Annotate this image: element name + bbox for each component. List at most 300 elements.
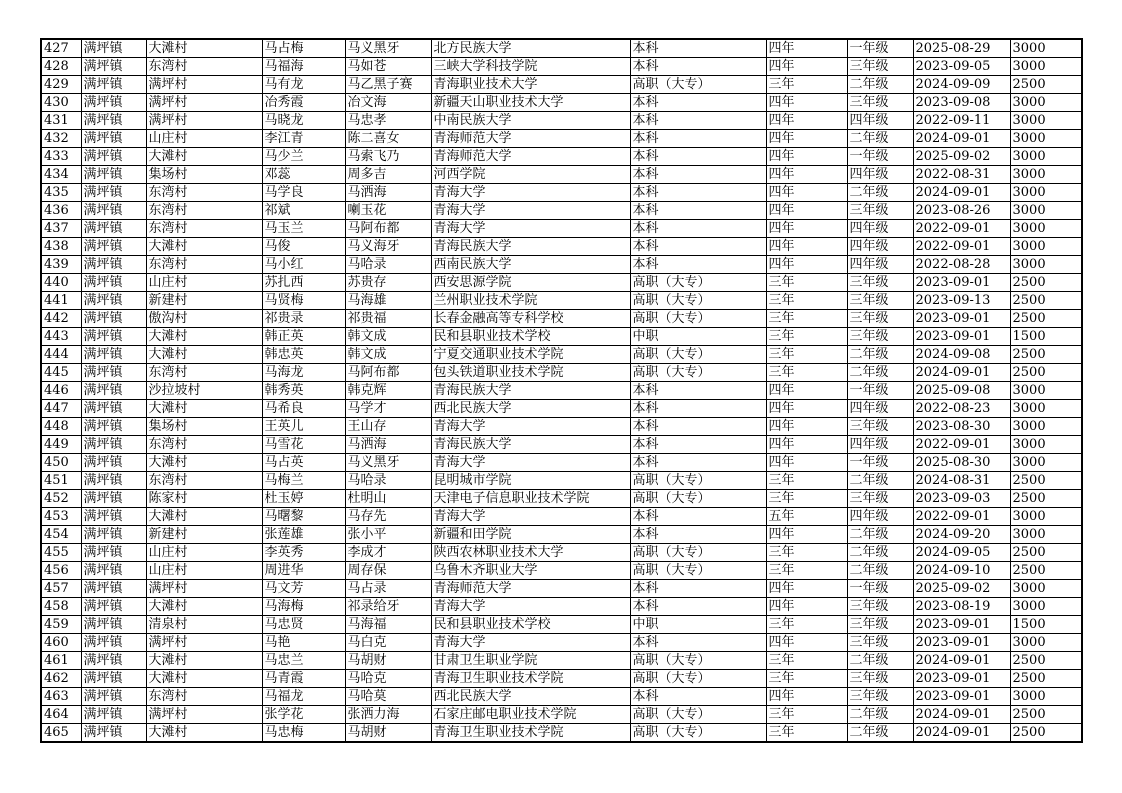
cell-grade-level: 二年级 — [847, 364, 913, 382]
cell-program-length: 四年 — [766, 382, 847, 400]
cell-enrollment-date: 2025-09-02 — [913, 580, 1010, 598]
cell-program-length: 四年 — [766, 148, 847, 166]
cell-township: 满坪镇 — [81, 562, 146, 580]
cell-enrollment-date: 2023-09-01 — [913, 670, 1010, 688]
cell-township: 满坪镇 — [81, 292, 146, 310]
cell-township: 满坪镇 — [81, 490, 146, 508]
cell-grade-level: 二年级 — [847, 706, 913, 724]
cell-education-level: 本科 — [630, 94, 766, 112]
cell-aid-amount: 2500 — [1010, 490, 1082, 508]
cell-grade-level: 四年级 — [847, 436, 913, 454]
cell-village: 大滩村 — [146, 346, 262, 364]
cell-enrollment-date: 2023-09-01 — [913, 274, 1010, 292]
cell-student-name: 马忠梅 — [262, 724, 345, 743]
cell-program-length: 四年 — [766, 112, 847, 130]
cell-township: 满坪镇 — [81, 454, 146, 472]
cell-student-name: 马雪花 — [262, 436, 345, 454]
cell-aid-amount: 2500 — [1010, 292, 1082, 310]
cell-row-index: 436 — [41, 202, 81, 220]
table-row — [41, 400, 1082, 418]
cell-township: 满坪镇 — [81, 670, 146, 688]
table-row — [41, 364, 1082, 382]
cell-education-level: 高职（大专） — [630, 562, 766, 580]
cell-aid-amount: 2500 — [1010, 364, 1082, 382]
cell-enrollment-date: 2025-08-29 — [913, 39, 1010, 58]
cell-row-index: 437 — [41, 220, 81, 238]
cell-enrollment-date: 2024-09-01 — [913, 130, 1010, 148]
cell-township: 满坪镇 — [81, 94, 146, 112]
cell-program-length: 四年 — [766, 130, 847, 148]
cell-school-name: 青海大学 — [431, 454, 630, 472]
cell-aid-amount: 2500 — [1010, 724, 1082, 743]
cell-enrollment-date: 2023-09-13 — [913, 292, 1010, 310]
cell-school-name: 青海卫生职业技术学院 — [431, 670, 630, 688]
cell-grade-level: 二年级 — [847, 562, 913, 580]
cell-student-name: 王英儿 — [262, 418, 345, 436]
cell-student-name: 马曙黎 — [262, 508, 345, 526]
cell-guardian-name: 马哈录 — [345, 256, 431, 274]
cell-program-length: 四年 — [766, 256, 847, 274]
cell-township: 满坪镇 — [81, 130, 146, 148]
cell-township: 满坪镇 — [81, 220, 146, 238]
cell-village: 大滩村 — [146, 670, 262, 688]
cell-township: 满坪镇 — [81, 706, 146, 724]
cell-enrollment-date: 2023-09-03 — [913, 490, 1010, 508]
cell-guardian-name: 张小平 — [345, 526, 431, 544]
table-row — [41, 436, 1082, 454]
cell-enrollment-date: 2022-09-01 — [913, 436, 1010, 454]
cell-village: 大滩村 — [146, 598, 262, 616]
cell-grade-level: 三年级 — [847, 310, 913, 328]
cell-village: 新建村 — [146, 526, 262, 544]
cell-aid-amount: 3000 — [1010, 688, 1082, 706]
cell-school-name: 新疆和田学院 — [431, 526, 630, 544]
cell-guardian-name: 韩文成 — [345, 346, 431, 364]
cell-enrollment-date: 2024-09-01 — [913, 184, 1010, 202]
cell-student-name: 冶秀霞 — [262, 94, 345, 112]
table-row — [41, 508, 1082, 526]
table-row — [41, 112, 1082, 130]
cell-township: 满坪镇 — [81, 526, 146, 544]
cell-township: 满坪镇 — [81, 634, 146, 652]
cell-school-name: 西北民族大学 — [431, 688, 630, 706]
cell-guardian-name: 祁录给牙 — [345, 598, 431, 616]
cell-education-level: 本科 — [630, 202, 766, 220]
cell-row-index: 448 — [41, 418, 81, 436]
cell-township: 满坪镇 — [81, 184, 146, 202]
cell-aid-amount: 2500 — [1010, 310, 1082, 328]
cell-school-name: 青海师范大学 — [431, 130, 630, 148]
cell-program-length: 三年 — [766, 544, 847, 562]
cell-village: 清泉村 — [146, 616, 262, 634]
cell-school-name: 青海民族大学 — [431, 382, 630, 400]
cell-program-length: 三年 — [766, 652, 847, 670]
cell-township: 满坪镇 — [81, 148, 146, 166]
cell-student-name: 马晓龙 — [262, 112, 345, 130]
table-row — [41, 39, 1082, 58]
cell-student-name: 张莲雄 — [262, 526, 345, 544]
cell-aid-amount: 2500 — [1010, 472, 1082, 490]
table-row — [41, 706, 1082, 724]
cell-student-name: 马俊 — [262, 238, 345, 256]
cell-program-length: 三年 — [766, 490, 847, 508]
cell-school-name: 西北民族大学 — [431, 400, 630, 418]
cell-school-name: 石家庄邮电职业技术学院 — [431, 706, 630, 724]
cell-student-name: 祁贵录 — [262, 310, 345, 328]
cell-education-level: 中职 — [630, 616, 766, 634]
cell-program-length: 四年 — [766, 598, 847, 616]
cell-aid-amount: 3000 — [1010, 94, 1082, 112]
cell-township: 满坪镇 — [81, 382, 146, 400]
cell-grade-level: 二年级 — [847, 346, 913, 364]
cell-guardian-name: 杜明山 — [345, 490, 431, 508]
cell-guardian-name: 马哈莫 — [345, 688, 431, 706]
cell-program-length: 三年 — [766, 292, 847, 310]
cell-school-name: 乌鲁木齐职业大学 — [431, 562, 630, 580]
cell-row-index: 463 — [41, 688, 81, 706]
cell-student-name: 马贤梅 — [262, 292, 345, 310]
cell-aid-amount: 3000 — [1010, 454, 1082, 472]
cell-village: 大滩村 — [146, 238, 262, 256]
cell-enrollment-date: 2022-09-01 — [913, 508, 1010, 526]
cell-school-name: 青海职业技术大学 — [431, 76, 630, 94]
cell-township: 满坪镇 — [81, 598, 146, 616]
cell-school-name: 北方民族大学 — [431, 39, 630, 58]
cell-aid-amount: 2500 — [1010, 562, 1082, 580]
cell-program-length: 三年 — [766, 562, 847, 580]
cell-student-name: 马学良 — [262, 184, 345, 202]
cell-enrollment-date: 2024-09-05 — [913, 544, 1010, 562]
cell-enrollment-date: 2022-08-23 — [913, 400, 1010, 418]
cell-village: 集场村 — [146, 166, 262, 184]
cell-grade-level: 三年级 — [847, 490, 913, 508]
cell-township: 满坪镇 — [81, 346, 146, 364]
cell-grade-level: 二年级 — [847, 130, 913, 148]
cell-row-index: 438 — [41, 238, 81, 256]
cell-education-level: 本科 — [630, 688, 766, 706]
cell-student-name: 马忠贤 — [262, 616, 345, 634]
cell-aid-amount: 3000 — [1010, 382, 1082, 400]
cell-school-name: 青海民族大学 — [431, 238, 630, 256]
cell-education-level: 高职（大专） — [630, 292, 766, 310]
cell-program-length: 四年 — [766, 688, 847, 706]
table-row — [41, 724, 1082, 743]
cell-aid-amount: 2500 — [1010, 346, 1082, 364]
table-row — [41, 616, 1082, 634]
cell-village: 山庄村 — [146, 130, 262, 148]
cell-grade-level: 一年级 — [847, 39, 913, 58]
cell-school-name: 民和县职业技术学校 — [431, 616, 630, 634]
cell-program-length: 四年 — [766, 454, 847, 472]
cell-student-name: 马福海 — [262, 58, 345, 76]
cell-enrollment-date: 2023-08-19 — [913, 598, 1010, 616]
cell-aid-amount: 3000 — [1010, 526, 1082, 544]
cell-grade-level: 三年级 — [847, 94, 913, 112]
cell-program-length: 四年 — [766, 418, 847, 436]
cell-guardian-name: 马如苍 — [345, 58, 431, 76]
table-body — [41, 39, 1082, 742]
cell-village: 山庄村 — [146, 562, 262, 580]
cell-education-level: 高职（大专） — [630, 490, 766, 508]
table-row — [41, 688, 1082, 706]
cell-student-name: 马有龙 — [262, 76, 345, 94]
cell-guardian-name: 马哈录 — [345, 472, 431, 490]
cell-guardian-name: 马海福 — [345, 616, 431, 634]
cell-enrollment-date: 2022-09-11 — [913, 112, 1010, 130]
cell-guardian-name: 马胡财 — [345, 652, 431, 670]
cell-education-level: 本科 — [630, 148, 766, 166]
cell-guardian-name: 马阿布都 — [345, 220, 431, 238]
cell-school-name: 青海大学 — [431, 508, 630, 526]
cell-village: 东湾村 — [146, 688, 262, 706]
cell-aid-amount: 3000 — [1010, 148, 1082, 166]
cell-program-length: 三年 — [766, 328, 847, 346]
cell-township: 满坪镇 — [81, 274, 146, 292]
cell-enrollment-date: 2023-08-30 — [913, 418, 1010, 436]
cell-township: 满坪镇 — [81, 436, 146, 454]
cell-program-length: 四年 — [766, 94, 847, 112]
cell-village: 东湾村 — [146, 202, 262, 220]
table-row — [41, 652, 1082, 670]
cell-township: 满坪镇 — [81, 616, 146, 634]
cell-school-name: 青海大学 — [431, 202, 630, 220]
cell-education-level: 本科 — [630, 58, 766, 76]
cell-education-level: 高职（大专） — [630, 544, 766, 562]
cell-aid-amount: 3000 — [1010, 112, 1082, 130]
cell-school-name: 三峡大学科技学院 — [431, 58, 630, 76]
cell-grade-level: 四年级 — [847, 256, 913, 274]
table-row — [41, 166, 1082, 184]
cell-grade-level: 三年级 — [847, 634, 913, 652]
cell-student-name: 韩忠英 — [262, 346, 345, 364]
cell-guardian-name: 李成才 — [345, 544, 431, 562]
cell-student-name: 杜玉婷 — [262, 490, 345, 508]
cell-education-level: 本科 — [630, 508, 766, 526]
cell-program-length: 三年 — [766, 724, 847, 743]
cell-school-name: 青海大学 — [431, 418, 630, 436]
cell-school-name: 河西学院 — [431, 166, 630, 184]
cell-guardian-name: 马乙黑子赛 — [345, 76, 431, 94]
cell-grade-level: 一年级 — [847, 148, 913, 166]
cell-grade-level: 四年级 — [847, 238, 913, 256]
cell-township: 满坪镇 — [81, 39, 146, 58]
cell-program-length: 三年 — [766, 364, 847, 382]
cell-education-level: 高职（大专） — [630, 274, 766, 292]
cell-village: 大滩村 — [146, 454, 262, 472]
cell-guardian-name: 祁贵福 — [345, 310, 431, 328]
cell-program-length: 四年 — [766, 39, 847, 58]
cell-aid-amount: 3000 — [1010, 130, 1082, 148]
cell-guardian-name: 马胡财 — [345, 724, 431, 743]
cell-school-name: 中南民族大学 — [431, 112, 630, 130]
cell-guardian-name: 马义黑牙 — [345, 39, 431, 58]
cell-township: 满坪镇 — [81, 508, 146, 526]
cell-grade-level: 二年级 — [847, 472, 913, 490]
cell-program-length: 三年 — [766, 274, 847, 292]
cell-row-index: 433 — [41, 148, 81, 166]
cell-aid-amount: 3000 — [1010, 238, 1082, 256]
table-row — [41, 580, 1082, 598]
cell-student-name: 马小红 — [262, 256, 345, 274]
cell-aid-amount: 3000 — [1010, 58, 1082, 76]
cell-school-name: 宁夏交通职业技术学院 — [431, 346, 630, 364]
cell-enrollment-date: 2024-09-20 — [913, 526, 1010, 544]
table-row — [41, 94, 1082, 112]
cell-enrollment-date: 2023-09-01 — [913, 310, 1010, 328]
cell-guardian-name: 马索飞乃 — [345, 148, 431, 166]
cell-row-index: 429 — [41, 76, 81, 94]
cell-village: 山庄村 — [146, 274, 262, 292]
cell-row-index: 439 — [41, 256, 81, 274]
cell-guardian-name: 马阿布都 — [345, 364, 431, 382]
cell-education-level: 本科 — [630, 634, 766, 652]
cell-row-index: 461 — [41, 652, 81, 670]
cell-township: 满坪镇 — [81, 310, 146, 328]
cell-township: 满坪镇 — [81, 472, 146, 490]
cell-row-index: 431 — [41, 112, 81, 130]
cell-enrollment-date: 2024-09-01 — [913, 706, 1010, 724]
cell-program-length: 四年 — [766, 166, 847, 184]
cell-village: 新建村 — [146, 292, 262, 310]
cell-village: 满坪村 — [146, 112, 262, 130]
cell-enrollment-date: 2023-09-08 — [913, 94, 1010, 112]
cell-grade-level: 二年级 — [847, 526, 913, 544]
cell-row-index: 460 — [41, 634, 81, 652]
cell-aid-amount: 3000 — [1010, 400, 1082, 418]
cell-education-level: 本科 — [630, 130, 766, 148]
cell-row-index: 464 — [41, 706, 81, 724]
cell-school-name: 兰州职业技术学院 — [431, 292, 630, 310]
cell-village: 东湾村 — [146, 58, 262, 76]
table-row — [41, 472, 1082, 490]
cell-village: 满坪村 — [146, 580, 262, 598]
cell-school-name: 青海大学 — [431, 220, 630, 238]
cell-school-name: 昆明城市学院 — [431, 472, 630, 490]
cell-education-level: 高职（大专） — [630, 652, 766, 670]
table-row — [41, 328, 1082, 346]
cell-program-length: 四年 — [766, 58, 847, 76]
cell-township: 满坪镇 — [81, 112, 146, 130]
cell-row-index: 430 — [41, 94, 81, 112]
cell-program-length: 四年 — [766, 436, 847, 454]
cell-school-name: 民和县职业技术学校 — [431, 328, 630, 346]
cell-aid-amount: 2500 — [1010, 706, 1082, 724]
cell-grade-level: 四年级 — [847, 166, 913, 184]
table-row — [41, 238, 1082, 256]
cell-village: 满坪村 — [146, 76, 262, 94]
cell-township: 满坪镇 — [81, 202, 146, 220]
cell-aid-amount: 2500 — [1010, 76, 1082, 94]
cell-grade-level: 三年级 — [847, 274, 913, 292]
cell-program-length: 三年 — [766, 706, 847, 724]
cell-guardian-name: 冶文海 — [345, 94, 431, 112]
table-row — [41, 526, 1082, 544]
cell-row-index: 462 — [41, 670, 81, 688]
cell-row-index: 452 — [41, 490, 81, 508]
cell-guardian-name: 王山存 — [345, 418, 431, 436]
cell-enrollment-date: 2024-09-01 — [913, 364, 1010, 382]
cell-education-level: 本科 — [630, 418, 766, 436]
cell-student-name: 邓蕊 — [262, 166, 345, 184]
cell-program-length: 三年 — [766, 616, 847, 634]
cell-enrollment-date: 2023-09-01 — [913, 616, 1010, 634]
cell-school-name: 长春金融高等专科学校 — [431, 310, 630, 328]
table-row — [41, 598, 1082, 616]
cell-program-length: 四年 — [766, 580, 847, 598]
cell-guardian-name: 张洒力海 — [345, 706, 431, 724]
cell-program-length: 四年 — [766, 238, 847, 256]
cell-township: 满坪镇 — [81, 166, 146, 184]
cell-grade-level: 一年级 — [847, 454, 913, 472]
cell-aid-amount: 3000 — [1010, 634, 1082, 652]
cell-enrollment-date: 2025-08-30 — [913, 454, 1010, 472]
cell-aid-amount: 3000 — [1010, 436, 1082, 454]
cell-township: 满坪镇 — [81, 544, 146, 562]
cell-row-index: 445 — [41, 364, 81, 382]
cell-education-level: 中职 — [630, 328, 766, 346]
cell-village: 东湾村 — [146, 436, 262, 454]
cell-aid-amount: 3000 — [1010, 202, 1082, 220]
table-row — [41, 184, 1082, 202]
cell-guardian-name: 马洒海 — [345, 436, 431, 454]
cell-township: 满坪镇 — [81, 256, 146, 274]
cell-aid-amount: 3000 — [1010, 508, 1082, 526]
cell-education-level: 本科 — [630, 39, 766, 58]
cell-education-level: 高职（大专） — [630, 724, 766, 743]
cell-enrollment-date: 2025-09-02 — [913, 148, 1010, 166]
cell-grade-level: 三年级 — [847, 328, 913, 346]
cell-student-name: 马占梅 — [262, 39, 345, 58]
cell-row-index: 443 — [41, 328, 81, 346]
table-row — [41, 490, 1082, 508]
cell-student-name: 马希良 — [262, 400, 345, 418]
cell-school-name: 甘肃卫生职业学院 — [431, 652, 630, 670]
cell-student-name: 马少兰 — [262, 148, 345, 166]
cell-row-index: 453 — [41, 508, 81, 526]
cell-township: 满坪镇 — [81, 58, 146, 76]
cell-grade-level: 四年级 — [847, 112, 913, 130]
cell-village: 东湾村 — [146, 184, 262, 202]
cell-village: 大滩村 — [146, 39, 262, 58]
cell-education-level: 本科 — [630, 220, 766, 238]
cell-row-index: 446 — [41, 382, 81, 400]
cell-village: 大滩村 — [146, 148, 262, 166]
cell-row-index: 451 — [41, 472, 81, 490]
cell-education-level: 高职（大专） — [630, 472, 766, 490]
cell-student-name: 祁斌 — [262, 202, 345, 220]
cell-school-name: 西安思源学院 — [431, 274, 630, 292]
cell-row-index: 458 — [41, 598, 81, 616]
cell-student-name: 马占英 — [262, 454, 345, 472]
cell-guardian-name: 马哈克 — [345, 670, 431, 688]
cell-program-length: 五年 — [766, 508, 847, 526]
cell-row-index: 456 — [41, 562, 81, 580]
cell-enrollment-date: 2024-08-31 — [913, 472, 1010, 490]
cell-village: 沙拉坡村 — [146, 382, 262, 400]
cell-village: 东湾村 — [146, 256, 262, 274]
cell-row-index: 454 — [41, 526, 81, 544]
cell-guardian-name: 周存保 — [345, 562, 431, 580]
table-row — [41, 310, 1082, 328]
cell-guardian-name: 马白克 — [345, 634, 431, 652]
cell-enrollment-date: 2022-08-28 — [913, 256, 1010, 274]
cell-grade-level: 二年级 — [847, 724, 913, 743]
cell-education-level: 高职（大专） — [630, 346, 766, 364]
cell-grade-level: 三年级 — [847, 670, 913, 688]
cell-township: 满坪镇 — [81, 652, 146, 670]
cell-enrollment-date: 2024-09-09 — [913, 76, 1010, 94]
cell-row-index: 432 — [41, 130, 81, 148]
